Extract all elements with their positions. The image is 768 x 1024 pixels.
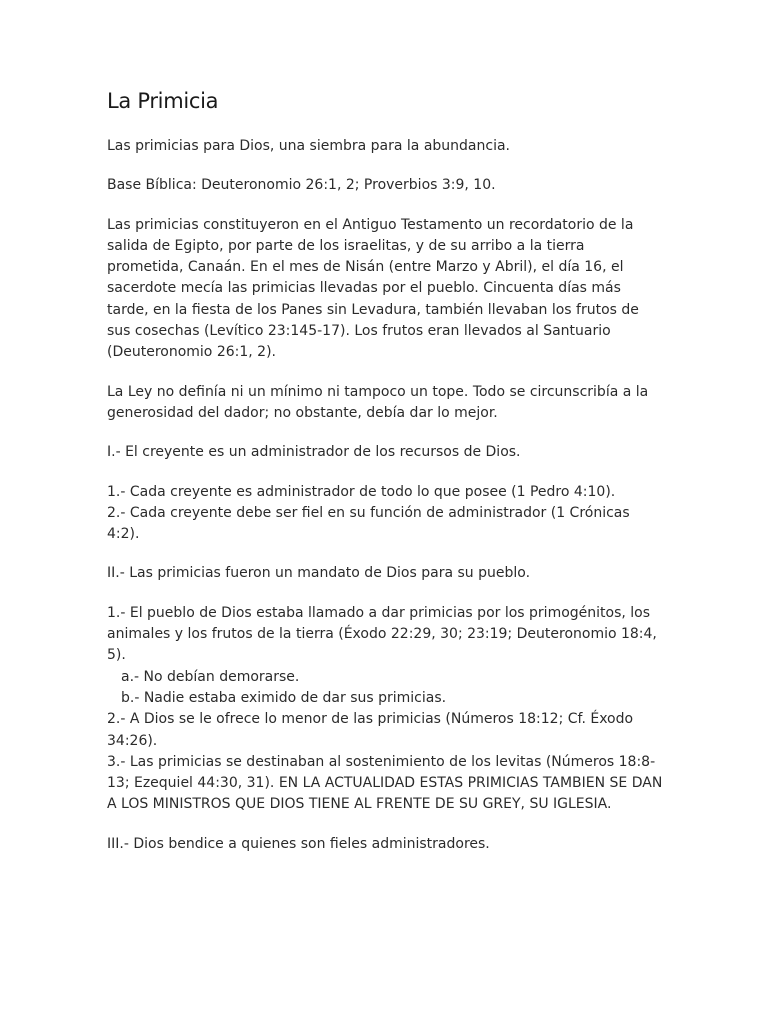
- law-paragraph: La Ley no definía ni un mínimo ni tampoco un tope. Todo se circunscribía a la generosidad del dador; no obstante, debía dar lo mejor.: [107, 383, 649, 421]
- section-2-subitem-a: a.- No debían demorarse.: [121, 668, 300, 685]
- section-1-list: [107, 482, 663, 546]
- subtitle: Las primicias para Dios, una siembra para la abundancia.: [107, 138, 510, 154]
- section-2-item-2: 2.- A Dios se le ofrece lo menor de las primicias (Números 18:12; Cf. Éxodo 34:26).: [107, 711, 634, 749]
- section-1-item-1: 1.- Cada creyente es administrador de todo lo que posee (1 Pedro 4:10).: [107, 483, 616, 500]
- section-3-heading: III.- Dios bendice a quienes son fieles administradores.: [107, 835, 490, 852]
- section-2-list: [107, 603, 663, 816]
- biblical-base: Base Bíblica: Deuteronomio 26:1, 2; Proverbios 3:9, 10.: [107, 177, 496, 194]
- section-2-subitem-b: b.- Nadie estaba eximido de dar sus primicias.: [121, 689, 447, 706]
- section-2-item-1: 1.- El pueblo de Dios estaba llamado a dar primicias por los primogénitos, los animales y los frutos de la tierra (Éxodo 22:29, 30; 23:19; Deuteronomio 18:4, 5).: [107, 604, 657, 664]
- section-2-heading: II.- Las primicias fueron un mandato de Dios para su pueblo.: [107, 565, 531, 582]
- intro-paragraph: Las primicias constituyeron en el Antiguo Testamento un recordatorio de la salida de Egipto, por parte de los israelitas, y de su arribo a la tierra prometida, Canaán. En el mes de Nisán (entre Marzo y Abril), el día 16, el sacerdote mecía las primicias llevadas por el pueblo. Cincuenta días más tarde, en la fiesta de los Panes sin Levadura, también llevaban los frutos de sus cosechas (Levítico 23:145-17). Los frutos eran llevados al Santuario (Deuteronomio 26:1, 2).: [107, 216, 639, 361]
- document-page: [107, 86, 663, 873]
- section-1-item-2: 2.- Cada creyente debe ser fiel en su función de administrador (1 Crónicas 4:2).: [107, 504, 630, 543]
- section-1-heading: I.- El creyente es un administrador de los recursos de Dios.: [107, 444, 521, 461]
- document-title: La Primicia: [107, 89, 219, 113]
- section-2-item-3: 3.- Las primicias se destinaban al sostenimiento de los levitas (Números 18:8-13; Ezequiel 44:30, 31). EN LA ACTUALIDAD ESTAS PRIMICIAS TAMBIEN SE DAN A LOS MINISTROS QUE DIOS TIENE AL FRENTE DE SU GREY, SU IGLESIA.: [107, 753, 663, 813]
